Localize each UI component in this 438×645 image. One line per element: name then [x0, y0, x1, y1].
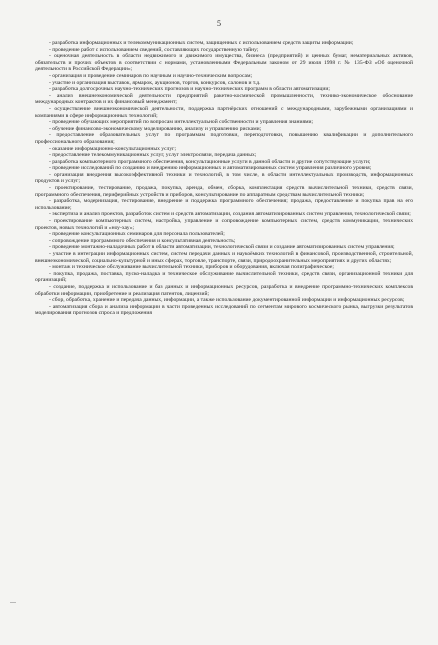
- list-item: - экспертиза и анализ проектов, разработок систем и средств автоматизации, создания автоматизированных систем управления, технологической связи;: [49, 211, 411, 218]
- list-item: - автоматизация сбора и анализа информации в части проведенных исследований по сегментам мирового космического рынка, выгрузки результатов моделирования прогнозов спроса и предложения: [35, 303, 413, 317]
- list-item: - разработка, модернизация, тестирование, внедрение и поддержка программного обеспечения; продажа, предоставление и покупка прав на его использование;: [35, 198, 413, 211]
- list-item: - проведение исследований по созданию и внедрению информационных и автоматизированных систем управления различного уровня;: [49, 165, 372, 172]
- list-item: - предоставление образовательных услуг по программам подготовки, переподготовки, повышению квалификации и дополнительного профессионального образования;: [35, 132, 413, 145]
- list-item: - разработка компьютерного программного обеспечения, консультационные услуги в данной области и другие сопутствующие услуги;: [49, 158, 371, 165]
- list-item: - участие в интеграции информационных систем, систем передачи данных и наукоёмких технологий в финансовой, производственной, строительной, внешнеэкономической, социально-культурной и иных сферах, торговле, транспорте, связи, природоохранительных мероприятиях и других областях;: [35, 251, 413, 264]
- scan-margin-mark: [10, 602, 16, 603]
- list-item: - проведение обучающих мероприятий по вопросам интеллектуальной собственности и управления знаниями;: [49, 119, 314, 126]
- list-item: - осуществление внешнеэкономической деятельности, поддержка партнёрских отношений с международными, зарубежными организациями и компаниями в сфере информационных технологий;: [35, 105, 413, 119]
- list-item: - создание, поддержка и использование и баз данных и информационных ресурсов, разработка и внедрение программно-технических комплексов обработки информации, приобретение и реализация патентов, лицензий;: [35, 283, 413, 297]
- list-item: - проведение работ с использованием сведений, составляющих государственную тайну;: [49, 46, 259, 53]
- list-item: - организация внедрения высокоэффективной техники и технологий, в том числе, в области интеллектуальных производств, информационных продуктов и услуг;: [35, 171, 413, 185]
- list-item: - оказание информационно-консультационных услуг;: [49, 145, 177, 152]
- list-item: - монтаж и техническое обслуживание вычислительной техники, приборов и оборудования, включая полиграфическое;: [49, 264, 334, 271]
- list-item: - разработка информационных и телекоммуникационных систем, защищенных с использованием средств защиты информации;: [49, 40, 354, 46]
- page-number: 5: [217, 19, 221, 28]
- list-item: - сбор, обработка, хранение и передача данных, информации, а также использование документированной информации и информационных ресурсов;: [49, 297, 405, 304]
- list-item: - проведение консультационных семинаров для персонала пользователей;: [49, 231, 225, 238]
- list-item: - обучение финансово-экономическому моделированию, анализу и управлению рисками;: [49, 125, 262, 132]
- list-item: - разработка долгосрочных научно-технических прогнозов и научно-технических программ в области автоматизации;: [49, 86, 330, 93]
- list-item: - проектирование, тестирование, продажа, покупка, аренда, обмен, сборка, комплектация средств вычислительной техники, средств связи, программного обеспечения, периферийных устройств и приборов, консультирование по аппаратным средствам вычислительной техники;: [35, 185, 413, 198]
- list-item: - проектирование компьютерных систем, настройка, управление и сопровождение компьютерных систем, средств коммуникации, технических проектов, новых технологий и «ноу-хау»;: [35, 218, 413, 231]
- list-item: - предоставление телекоммуникационных услуг, услуг электросвязи, передача данных;: [49, 152, 257, 159]
- list-item: - покупка, продажа, поставка, пуско-наладка и техническое обслуживание вычислительной техники, средств связи, организационной техники для организаций;: [35, 270, 413, 284]
- activities-list: [35, 40, 413, 317]
- list-item: - оценочная деятельность в области недвижимого и движимого имущества, бизнеса (предприятий) и ценных бумаг, нематериальных активов, обязательств и прочих объектов в соответствии с нормами, установленными Федеральным законом от 29 июля 1998 г. № 135-ФЗ «Об оценочной деятельности в Российской Федерации»;: [35, 53, 413, 73]
- list-item: - проведение монтажно-наладочных работ в области автоматизации, технологической связи и создание автоматизированных систем управления;: [49, 244, 395, 251]
- list-item: - организация и проведение семинаров по научным и научно-техническим вопросам;: [49, 72, 253, 79]
- list-item: - анализ внешнеэкономической деятельности предприятий ракетно-космической промышленности, технико-экономическое обоснование международных контрактов и их финансовый менеджмент;: [35, 92, 413, 106]
- list-item: - сопровождение программного обеспечения и консультативная деятельность;: [49, 237, 236, 244]
- list-item: - участие и организация выставок, ярмарок, аукционов, торгов, конкурсов, салонов и т.д.: [49, 79, 261, 86]
